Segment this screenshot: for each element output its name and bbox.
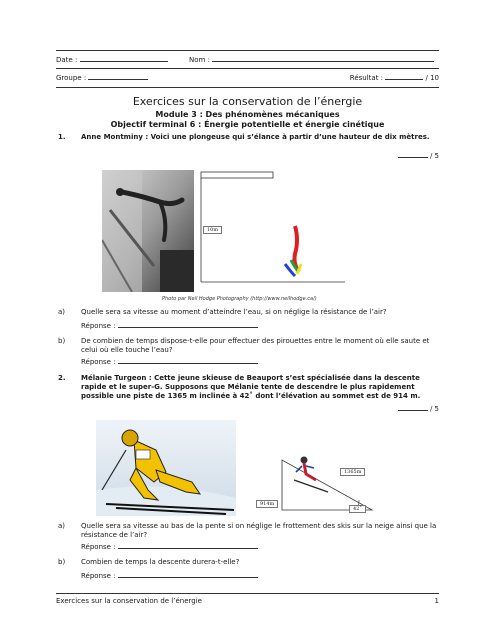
diving-platform [201, 172, 273, 178]
q2b-answer-label: Réponse : [81, 572, 116, 580]
problem2-number: 2. [58, 374, 66, 382]
problem1-score-blank[interactable] [398, 157, 428, 158]
resultat-label: Résultat : [349, 74, 384, 82]
photo-caption: Photo par Neil Hodge Photography (http://www.neilhodge.ca/) [162, 296, 317, 302]
problem1-score [398, 152, 439, 161]
top-rule [56, 50, 439, 51]
q1b-answer-label: Réponse : [81, 358, 116, 366]
q1a-text: Quelle sera sa vitesse au moment d’atteindre l’eau, si on néglige la résistance de l’air? [81, 308, 387, 316]
date-field [56, 56, 168, 65]
q2a-answer [81, 543, 437, 552]
problem1-score-total: / 5 [429, 152, 439, 160]
q2b-letter: b) [58, 558, 66, 566]
page-title: Exercices sur la conservation de l’énergie [132, 95, 363, 108]
q2b-answer-blank[interactable] [118, 577, 258, 578]
groupe-label: Groupe : [56, 74, 87, 82]
nom-label: Nom : [189, 56, 210, 64]
problem1-statement: Anne Montminy : Voici une plongeuse qui s’élance à partir d’une hauteur de dix mètres. [81, 133, 430, 141]
header-rule-1 [56, 68, 439, 69]
problem2-statement: Mélanie Turgeon : Cette jeune skieuse de Beauport s’est spécialisée dans la descente rapide et le super-G. Supposons que Mélanie tente de descendre le plus rapidement possible une piste de 1365 m inclinée à 42˚ dont l’élévation au sommet est de 914 m. [81, 374, 421, 400]
q1a-letter: a) [58, 308, 66, 316]
footer-rule [56, 593, 439, 594]
q2b-text: Combien de temps la descente durera-t-elle? [81, 558, 240, 566]
objectif-subtitle: Objectif terminal 6 : Énergie potentielle et énergie cinétique [110, 120, 385, 129]
q1a-answer [81, 322, 437, 331]
nom-blank[interactable] [212, 61, 434, 62]
slope-height-label: 914m [256, 500, 278, 508]
module-subtitle: Module 3 : Des phénomènes mécaniques [155, 110, 340, 119]
slope-length-label: 1365m [340, 468, 365, 476]
date-blank[interactable] [80, 61, 168, 62]
q2b-answer [81, 572, 437, 581]
groupe-blank[interactable] [88, 79, 148, 80]
skier-figure [288, 454, 332, 494]
slope-angle-label: 42˚ [349, 505, 366, 513]
problem1-number: 1. [58, 133, 66, 141]
footer-text: Exercices sur la conservation de l’énergie [56, 597, 202, 605]
groupe-field [56, 74, 148, 83]
diver-photo-graphic [102, 170, 194, 292]
dive-height-label: 10m [203, 226, 222, 234]
problem2-score-total: / 5 [429, 405, 439, 413]
q1b-answer [81, 358, 437, 367]
skier-photo-graphic [96, 420, 236, 516]
skier-photo [96, 420, 236, 516]
q2a-answer-blank[interactable] [118, 548, 258, 549]
q2a-answer-label: Réponse : [81, 543, 116, 551]
page-number: 1 [434, 597, 439, 605]
q2a-letter: a) [58, 522, 66, 530]
q1a-answer-label: Réponse : [81, 322, 116, 330]
resultat-field [350, 74, 439, 83]
date-label: Date : [56, 56, 78, 64]
q2a-text: Quelle sera sa vitesse au bas de la pente si on néglige le frottement des skis sur la neige ainsi que la résistance de l’air? [81, 522, 437, 539]
diver-photo [102, 170, 194, 292]
q1b-letter: b) [58, 337, 66, 345]
q1b-text: De combien de temps dispose-t-elle pour effectuer des pirouettes entre le moment où elle saute et celui où elle touche l’eau? [81, 337, 430, 354]
header-rule-2 [56, 87, 439, 88]
resultat-blank[interactable] [385, 79, 423, 80]
problem2-score [398, 405, 439, 414]
resultat-total: / 10 [425, 74, 439, 82]
q1a-answer-blank[interactable] [118, 327, 258, 328]
problem2-score-blank[interactable] [398, 410, 428, 411]
q1b-answer-blank[interactable] [118, 363, 258, 364]
nom-field [189, 56, 434, 65]
